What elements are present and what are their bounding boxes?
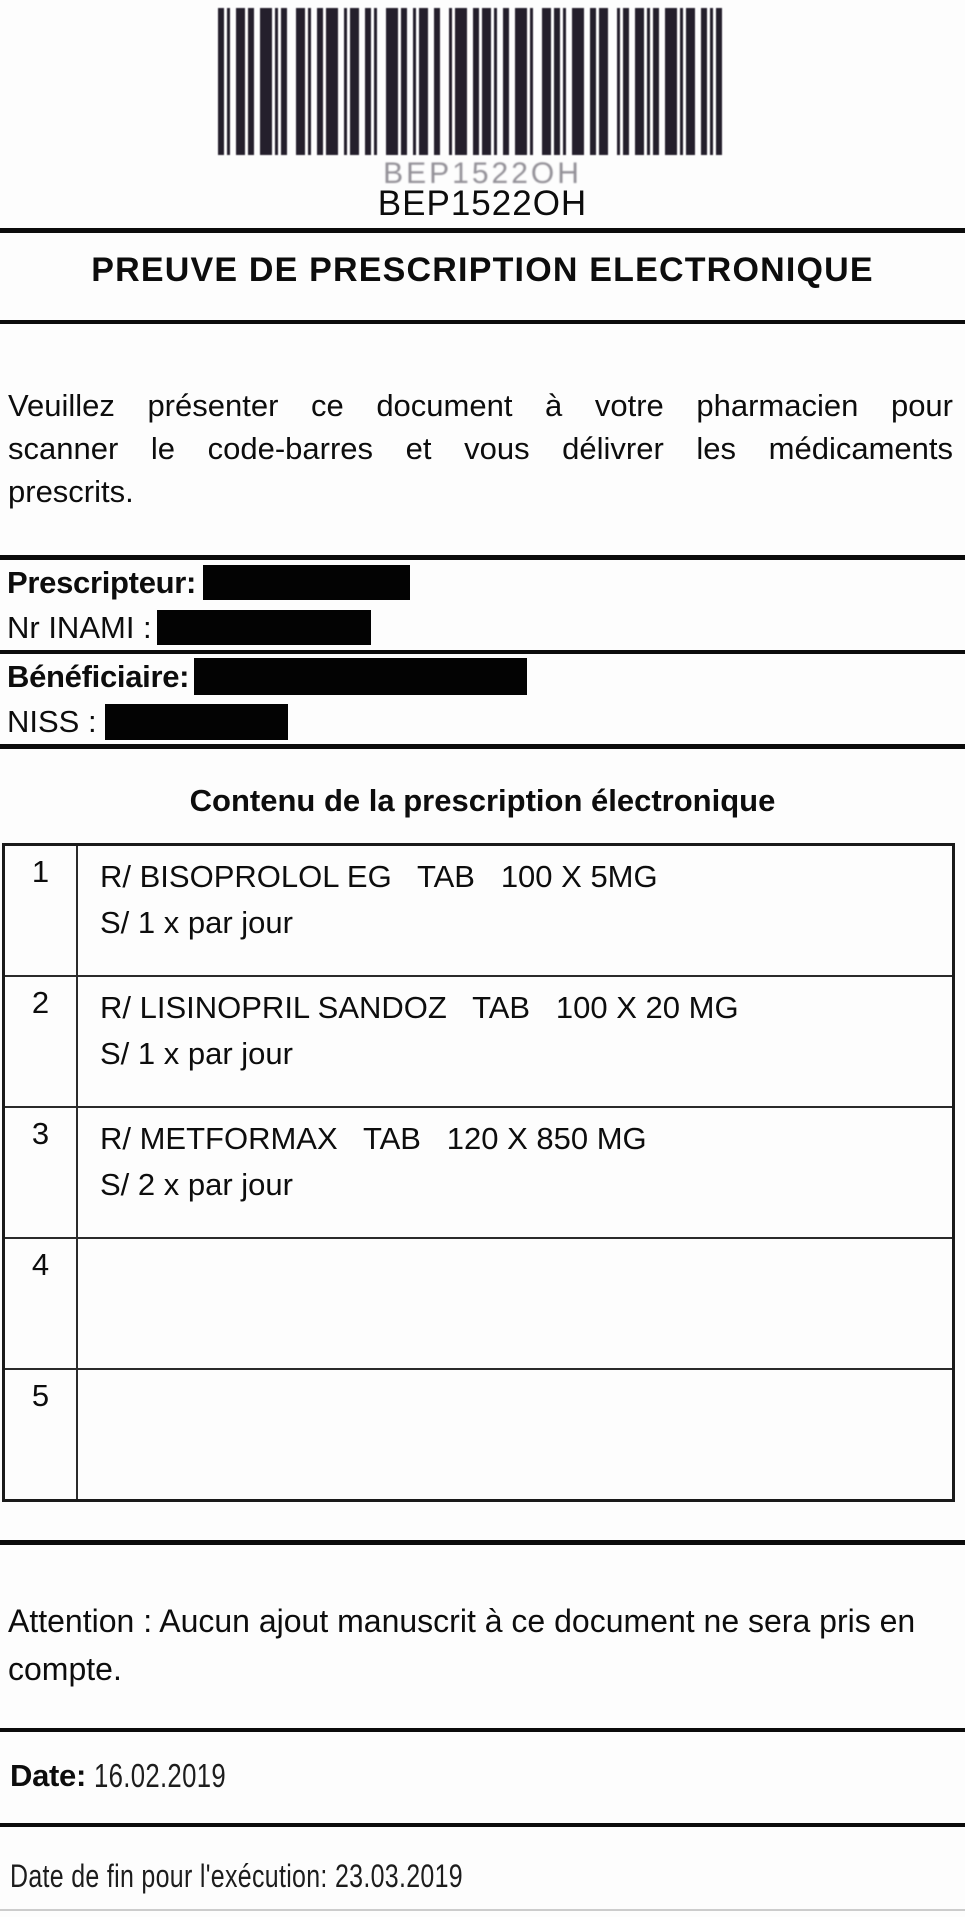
rule-under-table (0, 1540, 965, 1545)
end-date-label: Date de fin pour l'exécution: (10, 1858, 328, 1894)
sig-line: S/ 1 x par jour (100, 905, 293, 940)
barcode-bar (455, 8, 467, 155)
row-content-cell (78, 1108, 952, 1237)
niss-row (0, 699, 965, 744)
table-row (5, 1108, 952, 1239)
barcode-gap (608, 8, 617, 155)
barcode-gap (377, 8, 386, 155)
intro-line: Veuillez présenter ce document à votre pharmacien pour (8, 388, 953, 423)
barcode (218, 8, 732, 155)
niss-redaction (105, 704, 288, 740)
faded-barcode-text: BEP1522OH (383, 157, 582, 190)
barcode-bar (482, 8, 491, 155)
sig-line: S/ 1 x par jour (100, 1036, 293, 1071)
barcode-bar (716, 8, 722, 155)
rx-line: R/ BISOPROLOL EG TAB 100 X 5MG (100, 859, 658, 894)
row-content-cell (78, 1239, 952, 1368)
barcode-bar (542, 8, 551, 155)
table-row (5, 977, 952, 1108)
rule-above-end-date (0, 1823, 965, 1827)
rx-line: R/ LISINOPRIL SANDOZ TAB 100 X 20 MG (100, 990, 739, 1025)
rule-under-title (0, 320, 965, 324)
beneficiary-redaction (194, 658, 527, 695)
table-row (5, 1239, 952, 1370)
intro-line: prescrits. (8, 474, 134, 509)
row-content-cell (78, 1370, 952, 1499)
row-number-cell: 3 (5, 1108, 78, 1237)
barcode-bar (326, 8, 338, 155)
rx-line: R/ METFORMAX TAB 120 X 850 MG (100, 1121, 647, 1156)
table-row (5, 1370, 952, 1499)
barcode-code-text: BEP1522OH (377, 184, 588, 223)
barcode-gap (440, 8, 449, 155)
end-date-text (10, 1858, 463, 1895)
content-heading: Contenu de la prescription électronique (189, 783, 776, 818)
barcode-bar (260, 8, 272, 155)
document-title: PREUVE DE PRESCRIPTION ELECTRONIQUE (91, 251, 874, 289)
inami-row (0, 605, 965, 650)
barcode-bar (515, 8, 527, 155)
barcode-bar (599, 8, 608, 155)
date-row (10, 1757, 263, 1795)
barcode-bar (236, 8, 245, 155)
barcode-bar (572, 8, 584, 155)
sig-line: S/ 2 x par jour (100, 1167, 293, 1202)
date-label: Date: (10, 1758, 87, 1793)
barcode-gap (287, 8, 296, 155)
warning-line: Attention : Aucun ajout manuscrit à ce document ne sera pris en (8, 1603, 916, 1639)
row-number-cell: 4 (5, 1239, 78, 1368)
row-number-cell: 2 (5, 977, 78, 1106)
barcode-bar (686, 8, 695, 155)
barcode-bar (296, 8, 305, 155)
rule-under-code (0, 228, 965, 233)
row-content-cell (78, 846, 952, 975)
rule-parties-bottom (0, 744, 965, 749)
prescription-table (2, 843, 955, 1502)
prescriber-row (0, 560, 965, 605)
intro-paragraph (8, 384, 953, 513)
barcode-bar (665, 8, 677, 155)
row-number-cell: 5 (5, 1370, 78, 1499)
table-row (5, 846, 952, 977)
date-value: 16.02.2019 (94, 1757, 226, 1794)
barcode-bar (386, 8, 398, 155)
beneficiary-row (0, 654, 965, 699)
row-number-cell: 1 (5, 846, 78, 975)
parties-section (0, 555, 965, 749)
barcode-bar (635, 8, 644, 155)
rule-above-date (0, 1728, 965, 1732)
warning-text (8, 1597, 945, 1693)
beneficiary-label: Bénéficiaire: (7, 658, 190, 694)
intro-line: scanner le code-barres et vous délivrer les médicaments (8, 431, 953, 466)
row-content-cell (78, 977, 952, 1106)
prescriber-label: Prescripteur: (7, 564, 197, 600)
inami-label: Nr INAMI : (7, 609, 152, 645)
end-date-value: 23.03.2019 (334, 1858, 463, 1894)
niss-label: NISS : (7, 703, 97, 739)
barcode-gap (533, 8, 542, 155)
inami-redaction (157, 610, 371, 645)
prescriber-redaction (203, 565, 410, 600)
end-date-row (10, 1858, 591, 1895)
barcode-bar (419, 8, 428, 155)
scan-edge-line (0, 1909, 965, 1911)
barcode-bar (350, 8, 359, 155)
warning-line: compte. (8, 1651, 122, 1687)
